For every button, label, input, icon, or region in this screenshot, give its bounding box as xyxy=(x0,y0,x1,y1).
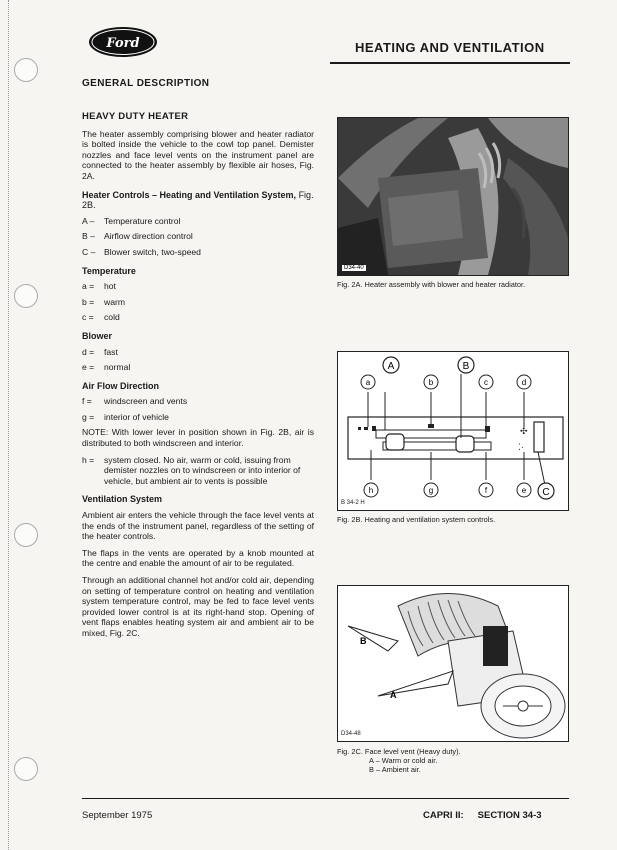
controls-heading: Heater Controls – Heating and Ventilation System, Fig. 2B. xyxy=(82,189,314,211)
fig-2c-legend-b: B – Ambient air. xyxy=(369,765,421,774)
figure-tag: D34-40 xyxy=(344,265,364,271)
footer-section-number: SECTION 34-3 xyxy=(477,810,542,821)
list-item: A – Temperature control xyxy=(82,215,181,226)
fig-2b-caption: Fig. 2B. Heating and ventilation system controls. xyxy=(337,515,496,524)
svg-text:✣: ✣ xyxy=(520,426,528,436)
list-item: f = windscreen and vents xyxy=(82,396,188,407)
header-rule xyxy=(330,62,570,64)
footer-model: CAPRI II: xyxy=(423,810,464,821)
fig-2c-drawing xyxy=(337,585,569,742)
ventilation-paragraph: The flaps in the vents are operated by a knob mounted at the centre and enable the amount of air to be regulated. xyxy=(82,547,314,569)
punch-hole xyxy=(14,523,38,547)
blower-heading: Blower xyxy=(82,330,113,341)
ford-logo xyxy=(88,26,158,58)
svg-text:⁚·: ⁚· xyxy=(518,442,524,452)
air-flow-note: NOTE: With lower lever in position shown in Fig. 2B, air is distributed to both windscreen and interior. xyxy=(82,427,314,449)
face-vent-drawing xyxy=(338,586,568,741)
punch-hole xyxy=(14,58,38,82)
footer-section xyxy=(423,810,542,821)
list-item: e = normal xyxy=(82,362,131,373)
page-title: HEATING AND VENTILATION xyxy=(355,40,545,55)
label-e: e xyxy=(521,486,527,495)
list-item: h = system closed. No air, warm or cold, issuing from demister nozzles on to windscreen or into interior of vehicle, but ambient air to vents is possible xyxy=(82,454,301,486)
punch-hole xyxy=(14,757,38,781)
label-b: B xyxy=(360,636,367,646)
label-d: d xyxy=(521,378,527,387)
punch-hole xyxy=(14,284,38,308)
label-a: a xyxy=(365,378,371,387)
text-column xyxy=(82,112,314,645)
label-B: B xyxy=(462,361,470,372)
list-item: d = fast xyxy=(82,346,118,357)
figure-tag: D34-48 xyxy=(341,731,361,737)
list-item: B – Airflow direction control xyxy=(82,231,193,242)
label-A: A xyxy=(387,361,395,372)
fig-2a-photo xyxy=(337,117,569,276)
air-flow-heading: Air Flow Direction xyxy=(82,380,160,391)
figure-tag: B 34-2 H xyxy=(341,500,365,506)
list-item: a = hot xyxy=(82,281,116,292)
list-item: g = interior of vehicle xyxy=(82,411,169,422)
label-C: C xyxy=(542,487,550,498)
label-b: b xyxy=(428,378,434,387)
footer-date: September 1975 xyxy=(82,810,153,821)
label-f: f xyxy=(484,486,488,495)
fig-2a-caption: Fig. 2A. Heater assembly with blower and heater radiator. xyxy=(337,280,526,289)
fig-2c-title: Fig. 2C. Face level vent (Heavy duty). xyxy=(337,747,461,756)
ventilation-paragraph: Through an additional channel hot and/or cold air, depending on setting of temperature control on heating and ventilation system temperature control, may be fed to face level vents provided lower control is at its right-hand stop. Opening of vent flaps enables heating system air and ambient air to be mixed, Fig. 2C. xyxy=(82,575,314,638)
list-item: c = cold xyxy=(82,312,120,323)
binder-edge xyxy=(0,0,9,850)
list-item: b = warm xyxy=(82,296,126,307)
heavy-duty-heading: HEAVY DUTY HEATER xyxy=(82,111,189,122)
heavy-duty-body: The heater assembly comprising blower and heater radiator is bolted inside the vehicle to the cowl top panel. Demister nozzles and face level vents on the instrument panel are connected to the heater assembly by flexible air hoses, Fig. 2A. xyxy=(82,128,314,181)
fig-2c-legend-a: A – Warm or cold air. xyxy=(369,756,438,765)
label-c: c xyxy=(484,378,488,387)
fig-2b-diagram xyxy=(337,351,569,511)
fig-2c-caption xyxy=(337,747,577,774)
section-title: GENERAL DESCRIPTION xyxy=(82,78,210,89)
temperature-heading: Temperature xyxy=(82,265,136,276)
list-item: C – Blower switch, two-speed xyxy=(82,246,201,257)
heater-assembly-photo xyxy=(338,118,568,275)
ventilation-heading: Ventilation System xyxy=(82,494,163,505)
ventilation-paragraph: Ambient air enters the vehicle through the face level vents at the ends of the instrument panel, regardless of the setting of the heater controls. xyxy=(82,510,314,542)
label-a: A xyxy=(390,690,397,700)
label-g: g xyxy=(428,486,434,495)
svg-text:Ford: Ford xyxy=(106,36,140,51)
footer-rule xyxy=(82,798,569,799)
controls-diagram xyxy=(338,352,568,510)
label-h: h xyxy=(368,486,374,495)
